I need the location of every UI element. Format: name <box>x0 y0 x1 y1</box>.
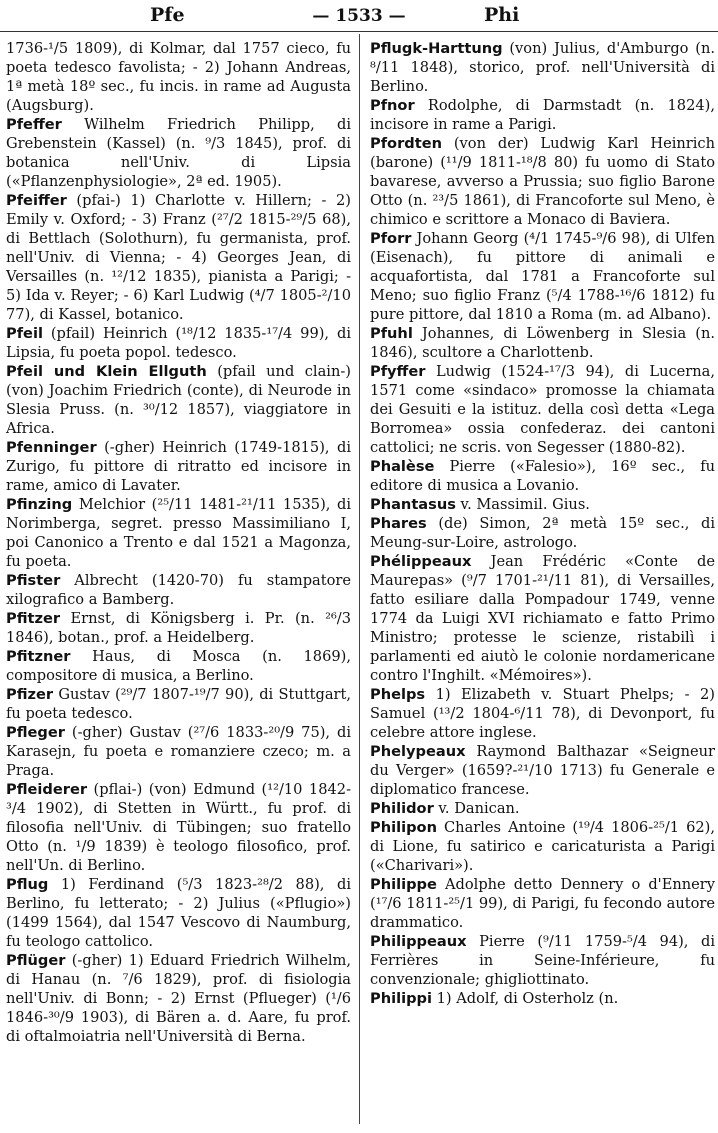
dictionary-entry <box>6 685 351 723</box>
dictionary-entry <box>6 362 351 438</box>
left-column <box>6 39 351 1046</box>
entry-headword: Pfitzer <box>6 610 61 627</box>
dictionary-entry <box>370 875 715 932</box>
entry-headword: Philippeaux <box>370 933 467 950</box>
page-number: — 1533 — <box>312 6 406 26</box>
entry-text: Pierre (⁹/11 1759-⁵/4 94), di Ferrières in Seine-Inférieure, fu convenzionale; ghigliottinato. <box>370 933 715 988</box>
entry-text: Charles Antoine (¹⁹/4 1806-²⁵/1 62), di Lione, fu satirico e caricaturista a Parigi («Charivari»). <box>370 819 715 874</box>
dictionary-entry <box>6 780 351 875</box>
entry-text: (pflai-) (von) Edmund (¹²/10 1842-³/4 1902), di Stetten in Württ., fu prof. di filosofia nell'Univ. di Tübingen; suo fratello Otto (n. ¹/9 1839) è teologo filosofico, prof. nell'Un. di Berlino. <box>6 781 351 874</box>
entry-headword: Pfeiffer <box>6 192 67 209</box>
entry-text: Raymond Balthazar «Seigneur du Verger» (1659?-²¹/10 1713) fu Generale e diplomatico francese. <box>370 743 715 798</box>
dictionary-entry <box>6 875 351 951</box>
entry-headword: Pfuhl <box>370 325 413 342</box>
entry-headword: Philipon <box>370 819 437 836</box>
dictionary-entry <box>6 438 351 495</box>
entry-headword: Phalèse <box>370 458 435 475</box>
entry-text: Rodolphe, di Darmstadt (n. 1824), incisore in rame a Parigi. <box>370 97 715 133</box>
dictionary-entry <box>370 818 715 875</box>
entry-headword: Phantasus <box>370 496 456 513</box>
entry-headword: Pforr <box>370 230 412 247</box>
header-left-guideword: Pfe <box>150 4 185 26</box>
entry-text: Gustav (²⁹/7 1807-¹⁹/7 90), di Stuttgart, fu poeta tedesco. <box>6 686 351 722</box>
entry-headword: Pfnor <box>370 97 415 114</box>
entry-text: v. Danican. <box>433 800 520 817</box>
dictionary-entry <box>6 723 351 780</box>
entry-headword: Phares <box>370 515 427 532</box>
dictionary-entry <box>370 495 715 514</box>
dictionary-entry <box>370 324 715 362</box>
dictionary-entry <box>6 571 351 609</box>
right-column <box>370 39 715 1008</box>
dictionary-entry <box>370 552 715 685</box>
entry-headword: Philippe <box>370 876 437 893</box>
dictionary-entry <box>6 115 351 191</box>
entry-headword: Pfinzing <box>6 496 73 513</box>
column-divider <box>359 34 360 1124</box>
dictionary-entry <box>6 609 351 647</box>
entry-text: 1) Adolf, di Osterholz (n. <box>432 990 619 1007</box>
dictionary-entry <box>370 514 715 552</box>
dictionary-entry <box>370 799 715 818</box>
entry-text: 1) Ferdinand (⁵/3 1823-²⁸/2 88), di Berlino, fu letterato; - 2) Julius («Pflugio») (1499 1564), dal 1547 Vescovo di Naumburg, fu teologo cattolico. <box>6 876 351 950</box>
dictionary-entry <box>6 647 351 685</box>
entry-headword: Phelps <box>370 686 426 703</box>
entry-text: 1736-¹/5 1809), di Kolmar, dal 1757 cieco, fu poeta tedesco favolista; - 2) Johann Andreas, 1ª metà 18º sec., fu incis. in rame ad Augusta (Augsburg). <box>6 40 351 114</box>
dictionary-entry <box>6 39 351 115</box>
dictionary-entry <box>6 951 351 1046</box>
entry-text: (von der) Ludwig Karl Heinrich (barone) (¹¹/9 1811-¹⁸/8 80) fu uomo di Stato bavarese, avverso a Prussia; suo figlio Barone Otto (n. ²³/5 1861), di Francoforte sul Meno, è chimico e scrittore a Monaco di Baviera. <box>370 135 715 228</box>
entry-headword: Pfenninger <box>6 439 97 456</box>
entry-text: Ernst, di Königsberg i. Pr. (n. ²⁶/3 1846), botan., prof. a Heidelberg. <box>6 610 351 646</box>
entry-text: 1) Elizabeth v. Stuart Phelps; - 2) Samuel (¹³/2 1804-⁶/11 78), di Devonport, fu celebre attore inglese. <box>370 686 715 741</box>
entry-text: Ludwig (1524-¹⁷/3 94), di Lucerna, 1571 come «sindaco» promosse la chiamata dei Gesuiti e la istituz. della così detta «Lega Borromea» ossia confederaz. dei cantoni cattolici; ne scris. von Segesser (1880-82). <box>370 363 715 456</box>
entry-headword: Pfeffer <box>6 116 62 133</box>
entry-headword: Pfeil <box>6 325 43 342</box>
entry-headword: Pfitzner <box>6 648 71 665</box>
entry-text: Adolphe detto Dennery o d'Ennery (¹⁷/6 1811-²⁵/1 99), di Parigi, fu fecondo autore drammatico. <box>370 876 715 931</box>
entry-headword: Pfleger <box>6 724 65 741</box>
entry-text: Johannes, di Löwenberg in Slesia (n. 1846), scultore a Charlottenb. <box>370 325 715 361</box>
entry-headword: Pflug <box>6 876 49 893</box>
entry-headword: Pfizer <box>6 686 54 703</box>
entry-text: (pfail und clain-) (von) Joachim Friedrich (conte), di Neurode in Slesia Pruss. (n. ³⁰/12 1857), viaggiatore in Africa. <box>6 363 351 437</box>
dictionary-entry <box>370 457 715 495</box>
entry-text: Haus, di Mosca (n. 1869), compositore di musica, a Berlino. <box>6 648 351 684</box>
dictionary-entry <box>370 229 715 324</box>
dictionary-entry <box>370 685 715 742</box>
dictionary-entry <box>370 742 715 799</box>
entry-text: (pfail) Heinrich (¹⁸/12 1835-¹⁷/4 99), di Lipsia, fu poeta popol. tedesco. <box>6 325 351 361</box>
dictionary-entry <box>370 96 715 134</box>
dictionary-entry <box>370 39 715 96</box>
entry-text: Melchior (²⁵/11 1481-²¹/11 1535), di Norimberga, segret. presso Massimiliano I, poi Canonico a Trento e dal 1521 a Magonza, fu poeta. <box>6 496 351 570</box>
header-right-guideword: Phi <box>484 4 520 26</box>
entry-text: (pfai-) 1) Charlotte v. Hillern; - 2) Emily v. Oxford; - 3) Franz (²⁷/2 1815-²⁹/5 68), di Bettlach (Solothurn), fu germanista, prof. nell'Univ. di Vienna; - 4) Georges Jean, di Versailles (n. ¹²/12 1835), pianista a Parigi; - 5) Ida v. Reyer; - 6) Karl Ludwig (⁴/7 1805-²/10 77), di Kassel, botanico. <box>6 192 351 323</box>
entry-headword: Pfeil und Klein Ellguth <box>6 363 207 380</box>
running-header <box>0 4 718 32</box>
header-rule <box>0 31 718 32</box>
dictionary-entry <box>370 989 715 1008</box>
entry-text: (de) Simon, 2ª metà 15º sec., di Meung-sur-Loire, astrologo. <box>370 515 715 551</box>
entry-headword: Pflugk-Harttung <box>370 40 503 57</box>
entry-headword: Pfyffer <box>370 363 426 380</box>
entry-text: (-gher) 1) Eduard Friedrich Wilhelm, di Hanau (n. ⁷/6 1829), prof. di fisiologia nell'Univ. di Bonn; - 2) Ernst (Pflueger) (¹/6 1846-³⁰/9 1903), di Bären a. d. Aare, fu prof. di oftalmoiatria nell'Università di Berna. <box>6 952 351 1045</box>
entry-text: Jean Frédéric «Conte de Maurepas» (⁹/7 1701-²¹/11 81), di Versailles, fatto esiliare dalla Pompadour 1749, venne 1774 da Luigi XVI richiamato e fatto Primo Ministro; protesse le scienze, ristabilì i parlamenti ed aiutò le colonie nordamericane contro l'Inghilt. «Mémoires»). <box>370 553 715 684</box>
entry-headword: Pflüger <box>6 952 66 969</box>
entry-text: (-gher) Gustav (²⁷/6 1833-²⁰/9 75), di Karasejn, fu poeta e romanziere czeco; m. a Praga. <box>6 724 351 779</box>
entry-headword: Phelypeaux <box>370 743 466 760</box>
entry-text: (-gher) Heinrich (1749-1815), di Zurigo, fu pittore di ritratto ed incisore in rame, amico di Lavater. <box>6 439 351 494</box>
entry-headword: Pfleiderer <box>6 781 88 798</box>
dictionary-entry <box>6 191 351 324</box>
entry-text: (von) Julius, d'Amburgo (n. ⁸/11 1848), storico, prof. nell'Università di Berlino. <box>370 40 715 95</box>
entry-text: Albrecht (1420-70) fu stampatore xilografico a Bamberg. <box>6 572 351 608</box>
entry-headword: Philippi <box>370 990 432 1007</box>
dictionary-entry <box>370 932 715 989</box>
entry-text: Johann Georg (⁴/1 1745-⁹/6 98), di Ulfen (Eisenach), fu pittore di animali e acquafortista, dal 1781 a Francoforte sul Meno; suo figlio Franz (⁵/4 1788-¹⁶/6 1812) fu pure pittore, dal 1810 a Roma (m. ad Albano). <box>370 230 715 323</box>
entry-text: Wilhelm Friedrich Philipp, di Grebenstein (Kassel) (n. ⁹/3 1845), prof. di botanica nell'Univ. di Lipsia («Pflanzenphysiologie», 2ª ed. 1905). <box>6 116 351 190</box>
dictionary-entry <box>6 324 351 362</box>
entry-text: v. Massimil. Gius. <box>455 496 590 513</box>
entry-headword: Pfister <box>6 572 61 589</box>
entry-headword: Pfordten <box>370 135 442 152</box>
entry-headword: Philidor <box>370 800 434 817</box>
dictionary-entry <box>370 134 715 229</box>
dictionary-entry <box>6 495 351 571</box>
entry-headword: Phélippeaux <box>370 553 472 570</box>
entry-text: Pierre («Falesio»), 16º sec., fu editore di musica a Lovanio. <box>370 458 715 494</box>
dictionary-entry <box>370 362 715 457</box>
